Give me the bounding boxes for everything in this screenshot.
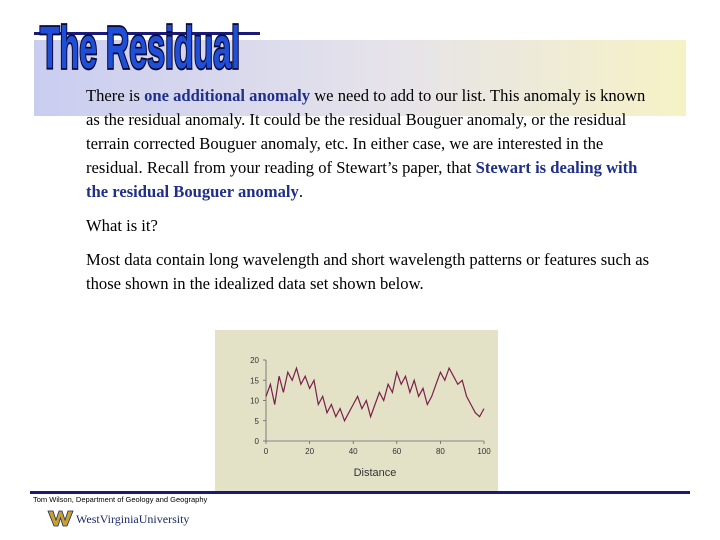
y-tick-label: 15 — [250, 376, 259, 386]
paragraph-residual-anomaly — [86, 84, 656, 204]
x-tick-label: 40 — [348, 447, 358, 456]
slide-title-graphic — [38, 6, 258, 80]
wvu-flying-wv-icon — [48, 511, 73, 526]
y-tick-label: 10 — [250, 396, 259, 406]
highlight-one-additional-anomaly: one additional anomaly — [144, 86, 311, 105]
wvu-logo — [46, 507, 206, 529]
y-tick-label: 0 — [254, 437, 259, 446]
text-run: . — [298, 182, 303, 201]
x-tick-label: 80 — [435, 447, 445, 456]
highlight-stewart-residual: Stewart is dealing with the residual Bouguer anomaly — [86, 158, 638, 201]
y-tick-label: 20 — [250, 356, 259, 365]
text-run: There is — [86, 86, 145, 105]
wvu-logo-text: WestVirginiaUniversity — [76, 512, 190, 526]
paragraph-question: What is it? — [86, 216, 158, 235]
y-tick-label: 5 — [254, 416, 259, 426]
footer-credit: Tom Wilson, Department of Geology and Geography — [33, 495, 208, 504]
x-axis-label: Distance — [353, 467, 397, 479]
x-tick-label: 0 — [263, 447, 269, 456]
text-run: we need to add to our list. This anomaly is known as the residual anomaly. It could be the residual Bouguer anomaly, or the residual terrain corrected Bouguer anomaly, etc. In either case, we are interested in the residual. Recall from your reading of Stewart’s paper, that — [86, 86, 646, 177]
footer-rule — [30, 491, 690, 494]
body-text — [86, 84, 656, 306]
x-tick-label: 60 — [392, 447, 402, 456]
chart-panel — [215, 330, 498, 492]
slide-title: The Residual — [40, 15, 241, 80]
residual-line-chart — [215, 330, 498, 492]
x-tick-label: 20 — [305, 447, 315, 456]
paragraph-wavelength: Most data contain long wavelength and short wavelength patterns or features such as those shown in the idealized data set shown below. — [86, 250, 650, 293]
series-line — [266, 368, 484, 421]
x-tick-label: 100 — [477, 447, 491, 456]
